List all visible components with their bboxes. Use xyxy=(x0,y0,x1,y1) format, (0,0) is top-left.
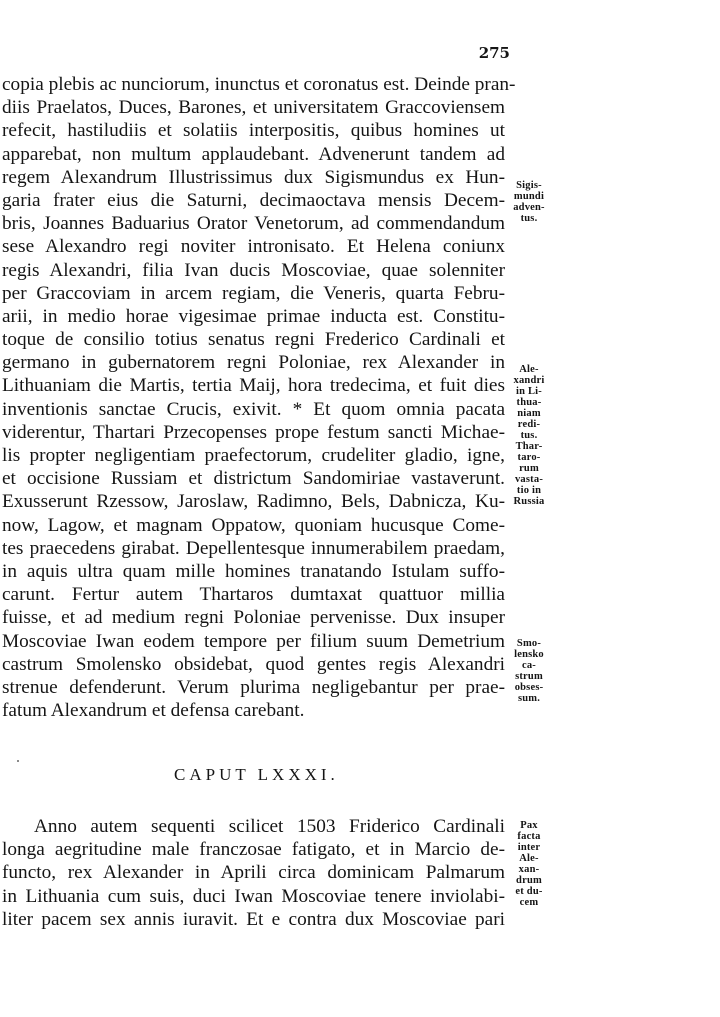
text-line: per Graccoviam in arcem regiam, die Veneris, quarta Febru- xyxy=(2,282,505,304)
marginal-line: Ale- xyxy=(519,853,539,864)
marginal-line: in Li- xyxy=(516,386,542,397)
marginal-line: inter xyxy=(517,842,541,853)
marginal-line: mundi xyxy=(513,191,545,202)
text-line: refecit, hastiludiis et solatiis interpositis, quibus homines ut xyxy=(2,120,505,142)
text-line: castrum Smolensko obsidebat, quod gentes regis Alexandri xyxy=(2,653,505,675)
marginal-line: strum xyxy=(515,671,543,682)
text-line: Moscoviae Iwan eodem tempore per filium suum Demetrium xyxy=(2,630,505,652)
marginal-line: xandri xyxy=(513,375,545,386)
text-line: Lithuaniam die Martis, tertia Maij, hora tredecima, et fuit dies xyxy=(2,375,505,397)
text-line: tes praecedens girabat. Depellentesque innumerabilem praedam, xyxy=(2,537,505,559)
text-line: fatum Alexandrum et defensa carebant. xyxy=(2,700,305,722)
marginal-line: tio in xyxy=(516,485,542,496)
text-line: strenue defenderunt. Verum plurima negligebantur per prae- xyxy=(2,676,505,698)
chapter-paragraph xyxy=(2,815,505,931)
text-line: fuisse, et ad medium regni Poloniae pervenisse. Dux insuper xyxy=(2,607,505,629)
marginal-line: Russia xyxy=(513,496,545,507)
text-line: arii, in medio horae vigesimae primae inducta est. Constitu- xyxy=(2,305,505,327)
marginal-line: vasta- xyxy=(514,474,544,485)
text-line: toque de consilio totius senatus regni Frederico Cardinali et xyxy=(2,329,505,351)
marginal-line: thua- xyxy=(516,397,542,408)
text-line: carunt. Fertur autem Thartaros dumtaxat quattuor millia xyxy=(2,584,505,606)
marginal-line: Thar- xyxy=(515,441,543,452)
text-line: diis Praelatos, Duces, Barones, et universitatem Graccoviensem xyxy=(2,97,505,119)
marginal-line: drum xyxy=(516,875,542,886)
marginal-line: rum xyxy=(519,463,539,474)
text-line: bris, Joannes Baduarius Orator Venetorum, ad commendandum xyxy=(2,213,505,235)
text-line: sese Alexandro regi noviter intronisato. Et Helena coniunx xyxy=(2,236,505,258)
marginal-line: Sigis- xyxy=(516,180,542,191)
text-line: apparebat, non multum applaudebant. Advenerunt tandem ad xyxy=(2,143,505,165)
marginal-line: taro- xyxy=(517,452,541,463)
text-line: copia plebis ac nunciorum, inunctus et coronatus est. Deinde pran- xyxy=(2,74,516,95)
marginal-line: Smo- xyxy=(516,638,542,649)
marginal-line: Pax xyxy=(520,820,538,831)
marginal-line: Ale- xyxy=(519,364,539,375)
marginal-line: et du- xyxy=(515,886,543,897)
text-line: now, Lagow, et magnam Oppatow, quoniam hucusque Come- xyxy=(2,514,505,536)
marginal-line: redi- xyxy=(517,419,541,430)
marginal-note-alexandri xyxy=(509,364,549,507)
text-line: regis Alexandri, filia Ivan ducis Moscoviae, quae solenniter xyxy=(2,259,505,281)
marginal-line: lensko xyxy=(514,649,544,660)
text-line: functo, rex Alexander in Aprili circa dominicam Palmarum xyxy=(2,862,505,884)
text-line: in Lithuania cum suis, duci Iwan Moscoviae tenere inviolabi- xyxy=(2,885,505,907)
marginal-line: obses- xyxy=(514,682,544,693)
text-line: lis propter negligentiam praefectorum, crudeliter gladio, igne, xyxy=(2,445,505,466)
text-line: longa aegritudine male franczosae fatigato, et in Marcio de- xyxy=(2,839,505,861)
marginal-line: sum. xyxy=(517,693,541,704)
marginal-line: ca- xyxy=(521,660,536,671)
text-line: in aquis ultra quam mille homines tranatando Istulam suffo- xyxy=(2,560,505,582)
marginal-line: tus. xyxy=(520,213,538,224)
speck-mark xyxy=(17,760,19,762)
page-number: 275 xyxy=(478,44,510,62)
text-line: viderentur, Thartari Przecopenses prope festum sancti Michae- xyxy=(2,421,505,443)
main-paragraph xyxy=(2,73,516,722)
marginal-note-smolensko xyxy=(509,638,549,704)
marginal-note-sigismundi xyxy=(509,180,549,224)
marginal-line: facta xyxy=(517,831,541,842)
marginal-line: xan- xyxy=(518,864,540,875)
text-line: et occisione Russiam et districtum Sandomiriae vastaverunt. xyxy=(2,468,505,490)
marginal-line: tus. xyxy=(520,430,538,441)
marginal-note-pax xyxy=(509,820,549,908)
text-line: Anno autem sequenti scilicet 1503 Friderico Cardinali xyxy=(34,816,505,837)
text-line: inventionis sanctae Crucis, exivit. * Et quom omnia pacata xyxy=(2,398,505,420)
chapter-heading: CAPUT LXXXI. xyxy=(174,765,339,784)
text-line: regem Alexandrum Illustrissimus dux Sigismundus ex Hun- xyxy=(2,166,505,188)
text-line: Exusserunt Rzessow, Jaroslaw, Radimno, Bels, Dabnicza, Ku- xyxy=(2,491,505,513)
text-line: germano in gubernatorem regni Poloniae, rex Alexander in xyxy=(2,352,505,374)
marginal-line: niam xyxy=(517,408,541,419)
text-line: garia frater eius die Saturni, decimaoctava mensis Decem- xyxy=(2,189,505,211)
marginal-line: cem xyxy=(519,897,539,908)
text-line: liter pacem sex annis iuravit. Et e contra dux Moscoviae pari xyxy=(2,908,505,930)
marginal-line: adven- xyxy=(513,202,545,213)
